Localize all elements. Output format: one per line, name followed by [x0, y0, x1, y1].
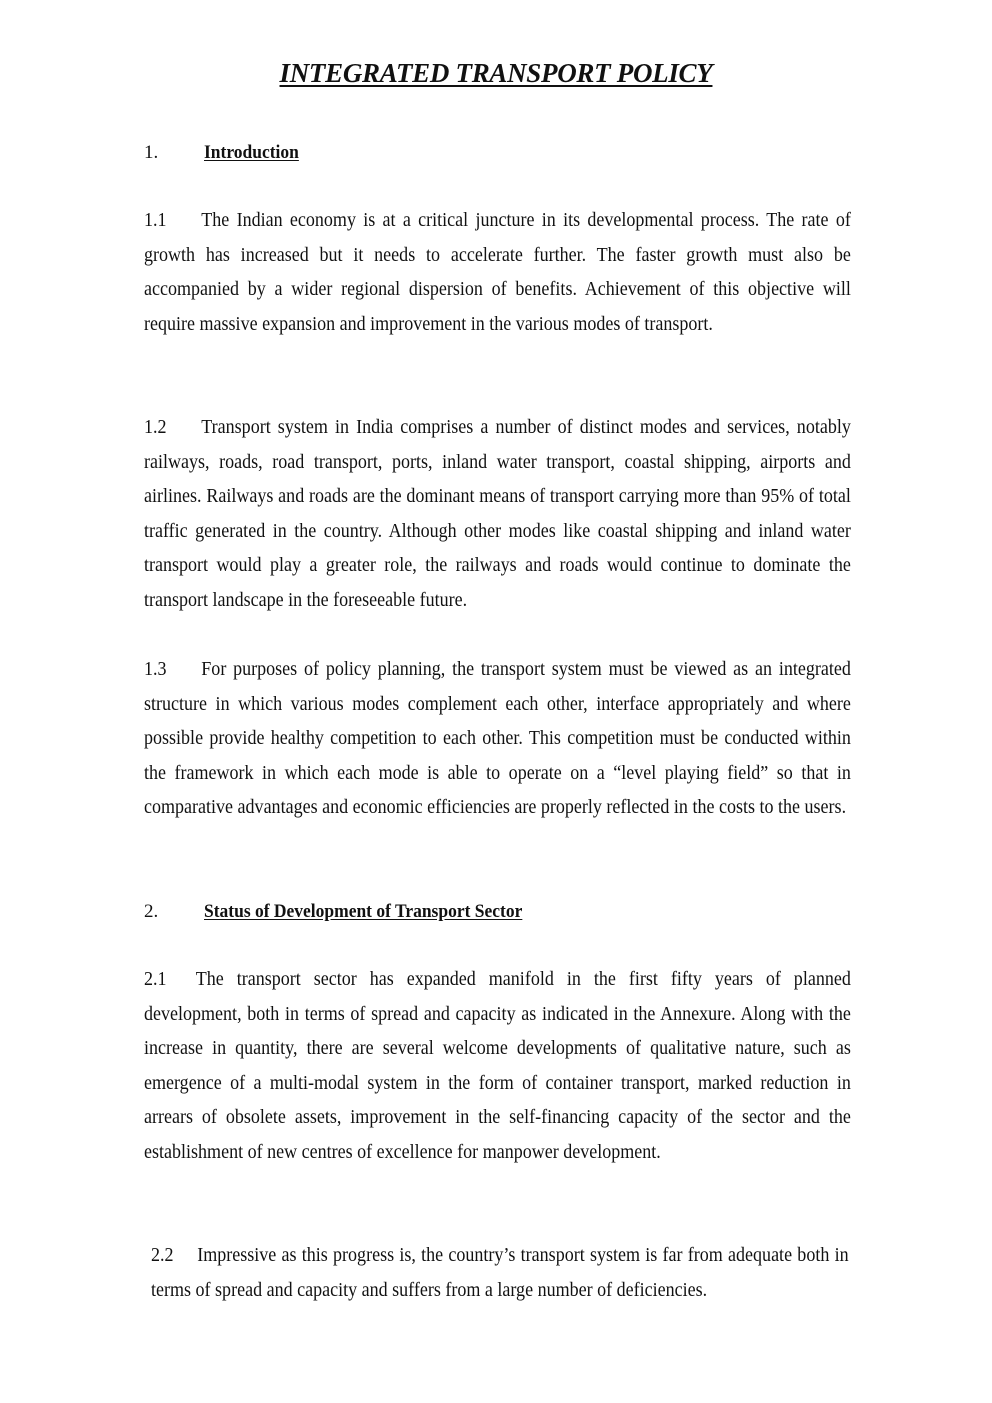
- document-title: INTEGRATED TRANSPORT POLICY: [279, 58, 713, 88]
- paragraph-1-2: [144, 411, 851, 619]
- section-heading-status-of-development: [144, 900, 550, 924]
- paragraph-text: The transport sector has expanded manifold in the first fifty years of planned development, both in terms of spread and capacity as indicated in the Annexure. Along with the increase in quantity, there are several welcome developments of qualitative nature, such as emergence of a multi-modal system in the form of container transport, marked reduction in arrears of obsolete assets, improvement in the self-financing capacity of the sector and the establishment of new centres of excellence for manpower development.: [144, 969, 851, 1163]
- paragraph-text: The Indian economy is at a critical juncture in its developmental process. The rate of growth has increased but it needs to accelerate further. The faster growth must also be accompanied by a wider regional dispersion of benefits. Achievement of this objective will require massive expansion and improvement in the various modes of transport.: [144, 210, 851, 335]
- paragraph-2-1: [144, 963, 851, 1171]
- paragraph-number: 2.1: [144, 969, 167, 990]
- paragraph-1-3: [144, 653, 851, 826]
- paragraph-number: 1.2: [144, 417, 167, 438]
- paragraph-number: 1.3: [144, 659, 167, 680]
- paragraph-text: Impressive as this progress is, the country’s transport system is far from adequate both in terms of spread and capacity and suffers from a large number of deficiencies.: [151, 1245, 849, 1301]
- section-title: Status of Development of Transport Sector: [204, 901, 523, 922]
- paragraph-number: 2.2: [151, 1245, 174, 1266]
- section-number: 2.: [144, 901, 159, 922]
- section-heading-introduction: [144, 141, 307, 165]
- paragraph-number: 1.1: [144, 210, 167, 231]
- section-number: 1.: [144, 142, 159, 163]
- paragraph-2-2: [151, 1239, 849, 1308]
- paragraph-text: For purposes of policy planning, the transport system must be viewed as an integrated structure in which various modes complement each other, interface appropriately and where possible provide healthy competition to each other. This competition must be conducted within the framework in which each mode is able to operate on a “level playing field” so that in comparative advantages and economic efficiencies are properly reflected in the costs to the users.: [144, 659, 851, 819]
- paragraph-1-1: [144, 204, 851, 342]
- section-title: Introduction: [204, 142, 299, 163]
- paragraph-text: Transport system in India comprises a number of distinct modes and services, notably railways, roads, road transport, ports, inland water transport, coastal shipping, airports and airlines. Railways and roads are the dominant means of transport carrying more than 95% of total traffic generated in the country. Although other modes like coastal shipping and inland water transport would play a greater role, the railways and roads would continue to dominate the transport landscape in the foreseeable future.: [144, 417, 851, 611]
